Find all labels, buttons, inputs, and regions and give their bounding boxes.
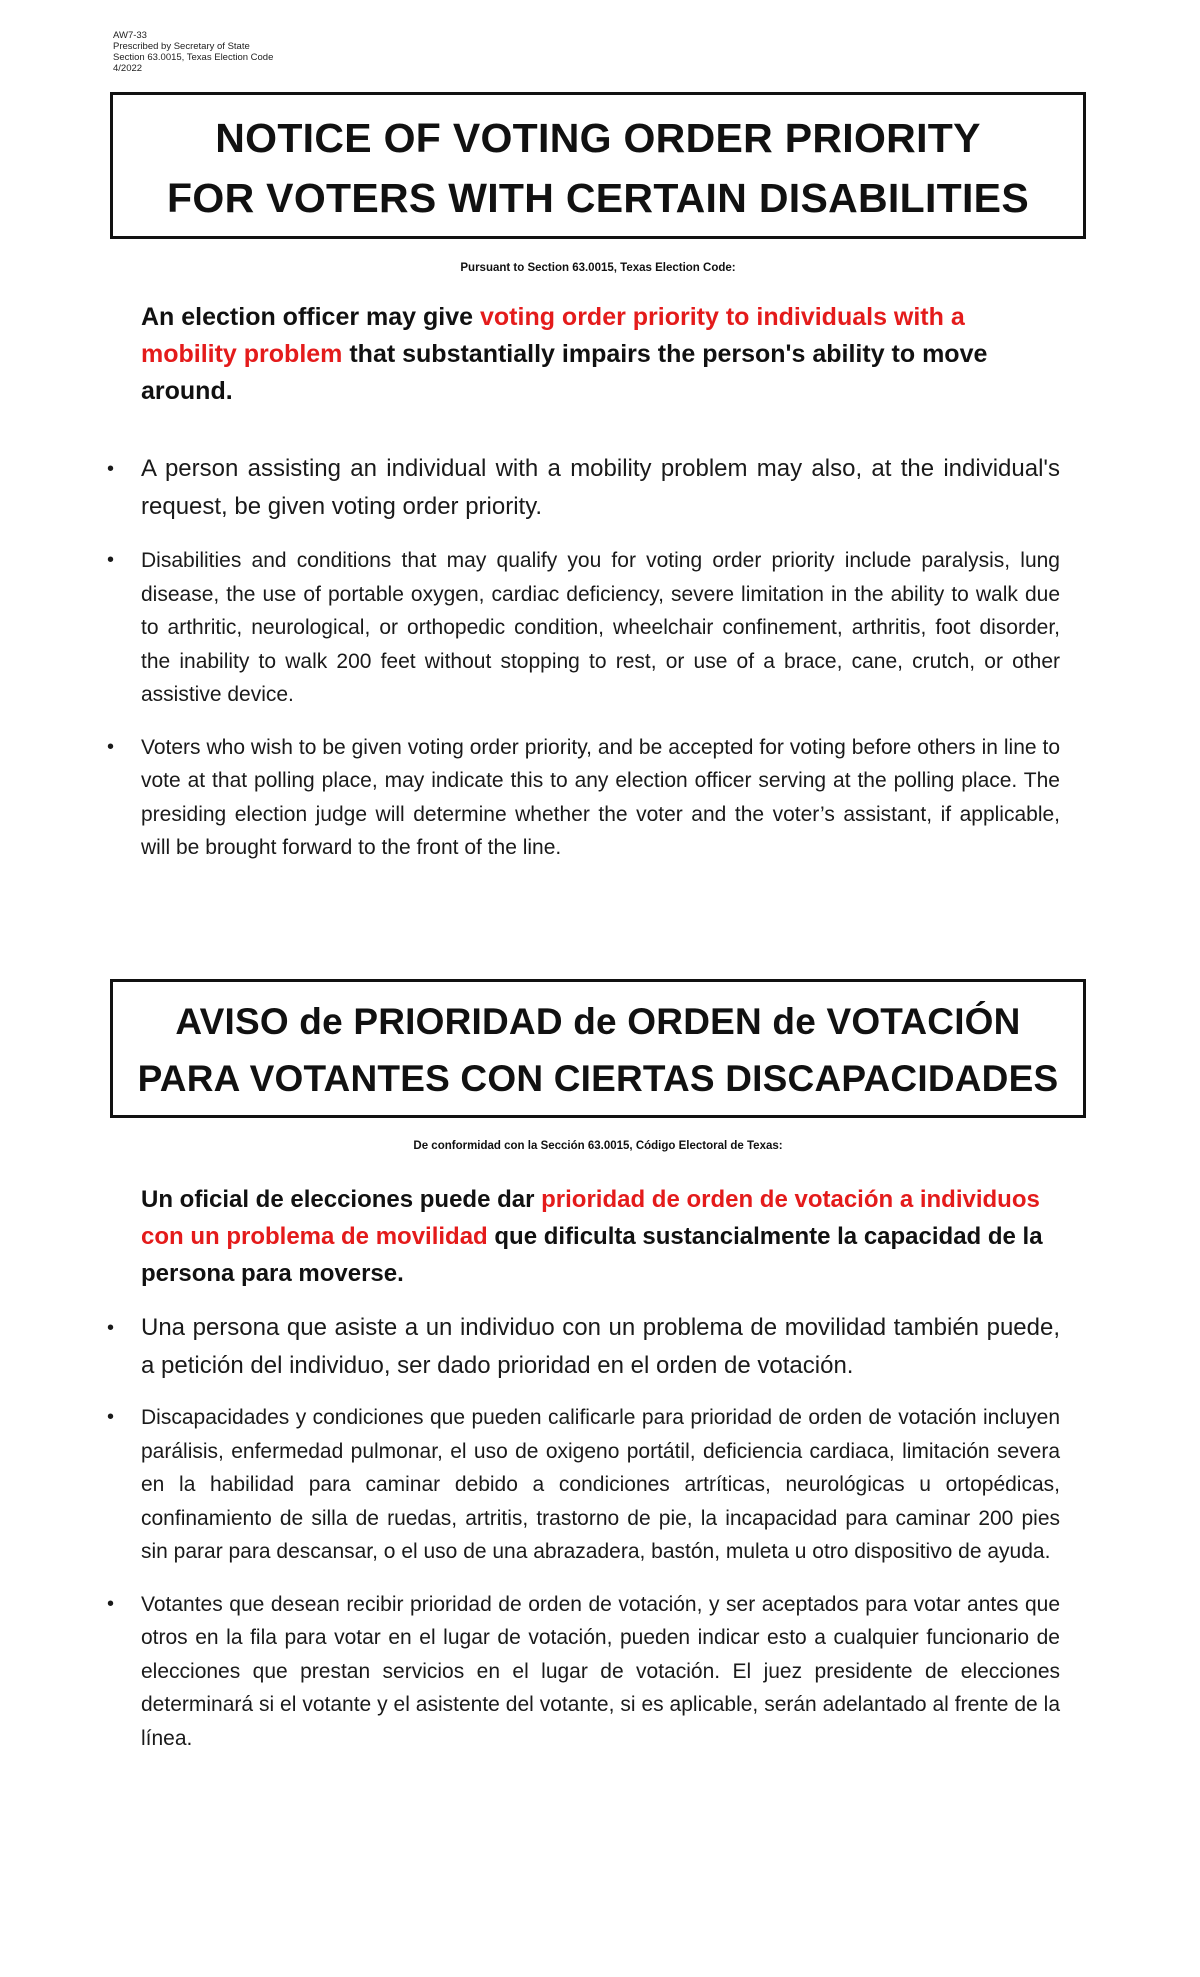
english-bullet-list: [105, 450, 1060, 865]
bullet-dot-icon: •: [107, 549, 115, 571]
spanish-bullet-text: Una persona que asiste a un individuo con un problema de movilidad también puede, a petición del individuo, ser dado prioridad en el orden de votación.: [141, 1314, 1060, 1379]
spanish-title-box: [110, 979, 1086, 1118]
bullet-dot-icon: •: [107, 735, 115, 758]
spanish-bullet-conditions: [105, 1401, 1060, 1569]
spanish-pursuant-note: De conformidad con la Sección 63.0015, Código Electoral de Texas:: [413, 1140, 783, 1152]
english-title-line-1: NOTICE OF VOTING ORDER PRIORITY: [215, 115, 981, 161]
spanish-bullet-text: Discapacidades y condiciones que pueden calificarle para prioridad de orden de votación incluyen parálisis, enfermedad pulmonar, el uso de oxigeno portátil, deficiencia cardiaca, limitación severa en la habilidad para caminar debido a condiciones artríticas, neurológicas u ortopédicas, confinamiento de silla de ruedas, artritis, trastorno de pie, la incapacidad para caminar 200 pies sin parar para descansar, o el uso de una abrazadera, bastón, muleta u otro dispositivo de ayuda.: [141, 1406, 1060, 1563]
bullet-dot-icon: •: [107, 1406, 115, 1428]
bullet-dot-icon: •: [107, 1317, 115, 1339]
english-bullet-assistant: [105, 450, 1060, 526]
spanish-bullet-text: Votantes que desean recibir prioridad de orden de votación, y ser aceptados para votar antes que otros en la fila para votar en el lugar de votación, pueden indicar esto a cualquier funcionario de elecciones que prestan servicios en el lugar de votación. El juez presidente de elecciones determinará si el votante y el asistente del votante, si es aplicable, serán adelantado al frente de la línea.: [141, 1592, 1060, 1750]
english-title-box: [110, 92, 1086, 239]
form-identification: [113, 30, 273, 74]
english-pursuant-note: Pursuant to Section 63.0015, Texas Election Code:: [460, 262, 736, 274]
spanish-title-line-2: PARA VOTANTES CON CIERTAS DISCAPACIDADES: [137, 1058, 1059, 1099]
bullet-dot-icon: •: [107, 458, 115, 480]
spanish-lead-statement: [141, 1181, 1061, 1292]
english-bullet-text: Voters who wish to be given voting order priority, and be accepted for voting before others in line to vote at that polling place, may indicate this to any election officer serving at the polling place. The presiding election judge will determine whether the voter and the voter’s assistant, if applicable, will be brought forward to the front of the line.: [141, 735, 1060, 859]
english-bullet-procedure: [105, 731, 1060, 865]
bullet-dot-icon: •: [107, 1592, 115, 1615]
spanish-lead-part-2: que dificulta sustancialmente la capacidad de la persona para moverse.: [141, 1223, 1043, 1287]
english-title-line-2: FOR VOTERS WITH CERTAIN DISABILITIES: [167, 175, 1029, 221]
spanish-lead-part-1: Un oficial de elecciones puede dar: [141, 1186, 542, 1213]
spanish-bullet-procedure: [105, 1588, 1060, 1756]
spanish-title-line-1: AVISO de PRIORIDAD de ORDEN de VOTACIÓN: [175, 1001, 1021, 1042]
spanish-bullet-assistant: [105, 1309, 1060, 1385]
english-bullet-conditions: [105, 544, 1060, 712]
english-lead-highlight: voting order priority to individuals with a mobility problem: [141, 303, 965, 368]
english-lead-part-1: An election officer may give: [141, 303, 480, 331]
form-prescribed-by: Prescribed by Secretary of State: [113, 41, 250, 52]
english-lead-part-2: that substantially impairs the person's ability to move around.: [141, 340, 988, 405]
spanish-lead-highlight: prioridad de orden de votación a individuos con un problema de movilidad: [141, 1186, 1040, 1250]
form-code: AW7-33: [113, 30, 147, 41]
form-legal-section: Section 63.0015, Texas Election Code: [113, 52, 274, 63]
form-date: 4/2022: [113, 63, 143, 74]
english-bullet-text: Disabilities and conditions that may qualify you for voting order priority include paralysis, lung disease, the use of portable oxygen, cardiac deficiency, severe limitation in the ability to walk due to arthritic, neurological, or orthopedic condition, wheelchair confinement, arthritis, foot disorder, the inability to walk 200 feet without stopping to rest, or use of a brace, cane, crutch, or other assistive device.: [141, 549, 1060, 706]
english-lead-statement: [141, 299, 1061, 410]
spanish-bullet-list: [105, 1309, 1060, 1755]
english-bullet-text: A person assisting an individual with a mobility problem may also, at the individual's request, be given voting order priority.: [141, 455, 1060, 520]
